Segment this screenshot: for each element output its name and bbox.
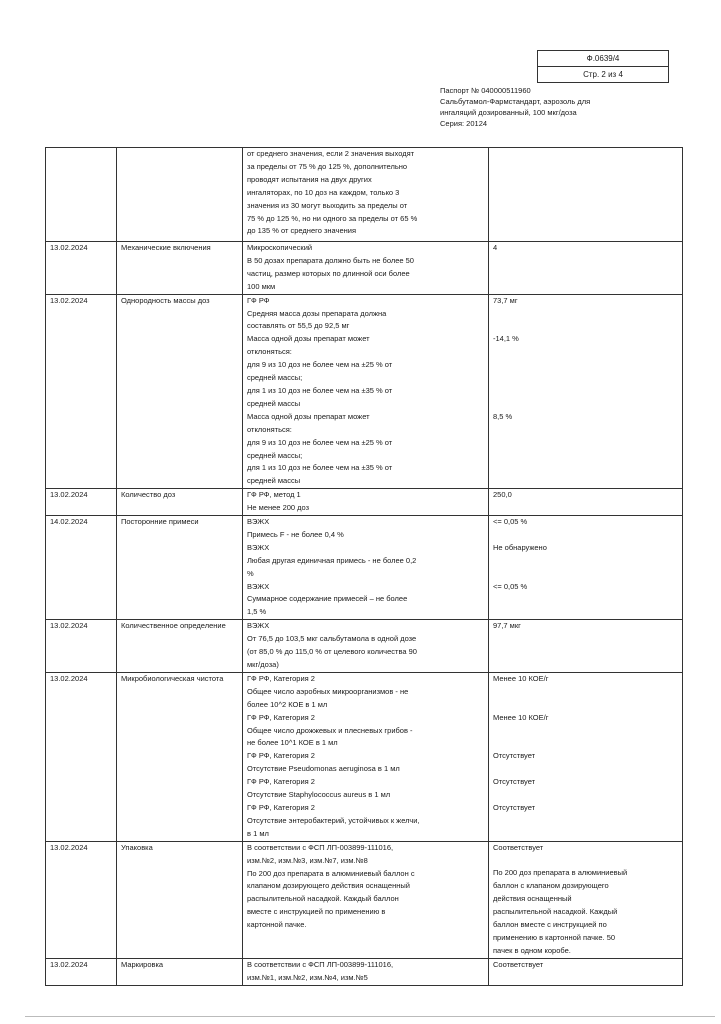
requirement-line: ВЭЖХ (247, 621, 270, 631)
requirement-line: средней массы; (247, 450, 303, 460)
requirement-cell (243, 148, 489, 242)
requirement-line: более 10^2 КОЕ в 1 мл (247, 699, 328, 709)
test-date: 13.02.2024 (46, 672, 117, 841)
requirement-line: ГФ РФ, Категория 2 (247, 777, 315, 787)
table-row (46, 958, 683, 985)
result-line: 8,5 % (493, 411, 513, 421)
requirement-line: изм.№1, изм.№2, изм.№4, изм.№5 (247, 972, 368, 982)
table-row (46, 672, 683, 841)
result-line (493, 699, 678, 712)
table-row (46, 841, 683, 958)
requirement-line: Микроскопический (247, 243, 313, 252)
requirement-line: за пределы от 75 % до 125 %, дополнительно (247, 161, 408, 171)
result-line: распылительной насадкой. Каждый (493, 907, 618, 917)
table-row (46, 148, 683, 242)
test-name (117, 148, 243, 242)
result-line (493, 737, 678, 750)
requirement-line: ГФ РФ, метод 1 (247, 490, 301, 500)
requirement-line: составлять от 55,5 до 92,5 мг (247, 321, 350, 331)
requirement-line: В соответствии с ФСП ЛП-003899-111016, (247, 842, 394, 852)
passport-number: Паспорт № 040000511960 (440, 86, 531, 95)
requirement-cell (243, 841, 489, 958)
requirement-line: ГФ РФ (247, 295, 270, 305)
result-line (493, 359, 678, 372)
test-results-table (45, 147, 683, 986)
requirement-cell (243, 620, 489, 673)
requirement-line: до 135 % от среднего значения (247, 226, 357, 236)
test-name: Упаковка (117, 841, 243, 958)
page-edge-line (25, 1016, 715, 1017)
requirement-line: Отсутствие Pseudomonas aeruginosa в 1 мл (247, 764, 400, 774)
requirement-line: Не менее 200 доз (247, 503, 310, 513)
test-date: 13.02.2024 (46, 958, 117, 985)
result-line: пачек в одном коробе. (493, 945, 571, 955)
product-name-line2: ингаляций дозированный, 100 мкг/доза (440, 108, 577, 117)
test-name: Однородность массы доз (117, 294, 243, 489)
requirement-line: средней массы (247, 476, 301, 486)
table-row (46, 516, 683, 620)
result-cell (489, 841, 683, 958)
requirement-line: ВЭЖХ (247, 517, 270, 527)
result-line (493, 725, 678, 738)
requirement-line: Масса одной дозы препарат может (247, 411, 370, 421)
requirement-cell (243, 294, 489, 489)
requirement-line: (от 85,0 % до 115,0 % от целевого количества 90 (247, 647, 417, 657)
requirement-line: 100 мкм (247, 281, 276, 291)
result-line (493, 308, 678, 321)
result-line: 4 (493, 243, 498, 252)
requirement-line: Отсутствие энтеробактерий, устойчивых к желчи, (247, 815, 420, 825)
result-line: Соответствует (493, 959, 544, 969)
requirement-line: для 1 из 10 доз не более чем на ±35 % от (247, 463, 393, 473)
product-name-line1: Сальбутамол-Фармстандарт, аэрозоль для (440, 97, 591, 106)
requirement-line: мкг/доза) (247, 660, 279, 669)
result-line: Отсутствует (493, 777, 536, 787)
result-line (493, 320, 678, 333)
requirement-line: распылительной насадкой. Каждый баллон (247, 894, 399, 904)
requirement-line: значения из 30 могут выходить за пределы от (247, 200, 408, 210)
requirement-line: отклоняться: (247, 347, 292, 357)
result-line: Менее 10 КОЕ/г (493, 673, 549, 683)
result-line (493, 398, 678, 411)
test-name: Маркировка (117, 958, 243, 985)
result-line (493, 372, 678, 385)
requirement-line: для 9 из 10 доз не более чем на ±25 % от (247, 360, 393, 370)
table-row (46, 242, 683, 295)
result-cell (489, 672, 683, 841)
result-cell (489, 620, 683, 673)
test-date: 13.02.2024 (46, 294, 117, 489)
requirement-line: По 200 доз препарата в алюминиевый баллон с (247, 868, 415, 878)
result-line (493, 763, 678, 776)
result-line: Менее 10 КОЕ/г (493, 712, 549, 722)
result-line: применению в картонной пачке. 50 (493, 933, 616, 943)
requirement-line: средней массы; (247, 373, 303, 383)
result-line (493, 855, 678, 868)
requirement-line: отклоняться: (247, 424, 292, 434)
result-line (493, 789, 678, 802)
requirement-line: В 50 дозах препарата должно быть не более 50 (247, 255, 414, 265)
requirement-line: средней массы (247, 398, 301, 408)
requirement-line: Примесь F - не более 0,4 % (247, 529, 344, 539)
result-cell (489, 294, 683, 489)
requirement-line: клапаном дозирующего действия оснащенный (247, 881, 410, 891)
table-row (46, 620, 683, 673)
result-cell (489, 489, 683, 516)
result-line (493, 568, 678, 581)
requirement-line: частиц, размер которых по длинной оси более (247, 268, 410, 278)
requirement-line: ингаляторах, по 10 доз на каждом, только 3 (247, 187, 400, 197)
result-line: <= 0,05 % (493, 517, 528, 527)
result-line: действия оснащенный (493, 894, 572, 904)
requirement-line: ГФ РФ, Категория 2 (247, 673, 315, 683)
test-name: Количественное определение (117, 620, 243, 673)
result-line: баллон с клапаном дозирующего (493, 881, 609, 891)
result-cell (489, 242, 683, 295)
form-code-box (537, 50, 669, 83)
test-date: 14.02.2024 (46, 516, 117, 620)
requirement-cell (243, 516, 489, 620)
result-cell (489, 516, 683, 620)
test-date: 13.02.2024 (46, 620, 117, 673)
document-header (440, 85, 705, 129)
table-row (46, 294, 683, 489)
result-line (493, 346, 678, 359)
requirement-line: ГФ РФ, Категория 2 (247, 712, 315, 722)
result-cell (489, 148, 683, 242)
result-line: Соответствует (493, 842, 544, 852)
result-line: 73,7 мг (493, 295, 518, 305)
result-line: 250,0 (493, 490, 512, 500)
test-name: Микробиологическая чистота (117, 672, 243, 841)
result-line: Отсутствует (493, 802, 536, 812)
requirement-line: 1,5 % (247, 607, 267, 617)
result-line: баллон вместе с инструкцией по (493, 920, 607, 930)
requirement-line: Общее число аэробных микроорганизмов - не (247, 686, 409, 696)
requirement-cell (243, 958, 489, 985)
result-line (493, 529, 678, 542)
test-name: Механические включения (117, 242, 243, 295)
requirement-line: для 9 из 10 доз не более чем на ±25 % от (247, 437, 393, 447)
result-line: Отсутствует (493, 751, 536, 761)
requirement-line: ВЭЖХ (247, 581, 270, 591)
requirement-line: % (247, 568, 254, 578)
requirement-line: изм.№2, изм.№3, изм.№7, изм.№8 (247, 855, 368, 865)
requirement-line: Средняя масса дозы препарата должна (247, 308, 387, 318)
requirement-line: ГФ РФ, Категория 2 (247, 802, 315, 812)
requirement-cell (243, 489, 489, 516)
requirement-line: В соответствии с ФСП ЛП-003899-111016, (247, 959, 394, 969)
requirement-cell (243, 242, 489, 295)
requirement-line: Общее число дрожжевых и плесневых грибов - (247, 725, 413, 735)
requirement-cell (243, 672, 489, 841)
result-line: 97,7 мкг (493, 621, 521, 631)
table-row (46, 489, 683, 516)
requirement-line: ГФ РФ, Категория 2 (247, 751, 315, 761)
requirement-line: От 76,5 до 103,5 мкг сальбутамола в одной дозе (247, 634, 417, 644)
requirement-line: в 1 мл (247, 828, 269, 838)
requirement-line: Масса одной дозы препарат может (247, 334, 370, 344)
test-date: 13.02.2024 (46, 841, 117, 958)
requirement-line: для 1 из 10 доз не более чем на ±35 % от (247, 385, 393, 395)
requirement-line: не более 10^1 КОЕ в 1 мл (247, 738, 338, 748)
requirement-line: Суммарное содержание примесей – не более (247, 594, 408, 604)
requirement-line: 75 % до 125 %, но ни одного за пределы от 65 % (247, 213, 418, 223)
result-cell (489, 958, 683, 985)
result-line (493, 686, 678, 699)
result-line (493, 385, 678, 398)
series-number: Серия: 20124 (440, 119, 488, 128)
requirement-line: картонной пачке. (247, 920, 307, 930)
result-line: -14,1 % (493, 334, 519, 344)
requirement-line: ВЭЖХ (247, 542, 270, 552)
result-line: <= 0,05 % (493, 581, 528, 591)
test-date (46, 148, 117, 242)
requirement-line: проводят испытания на двух других (247, 174, 372, 184)
form-code: Ф.0639/4 (586, 54, 620, 63)
page-number: Стр. 2 из 4 (538, 66, 668, 82)
test-date: 13.02.2024 (46, 242, 117, 295)
result-line (493, 555, 678, 568)
test-date: 13.02.2024 (46, 489, 117, 516)
result-line: По 200 доз препарата в алюминиевый (493, 868, 628, 878)
requirement-line: Любая другая единичная примесь - не более 0,2 (247, 555, 417, 565)
requirement-line: от среднего значения, если 2 значения выходят (247, 149, 415, 158)
test-name: Количество доз (117, 489, 243, 516)
requirement-line: вместе с инструкцией по применению в (247, 907, 386, 917)
test-name: Посторонние примеси (117, 516, 243, 620)
result-line: Не обнаружено (493, 542, 547, 552)
requirement-line: Отсутствие Staphylococcus aureus в 1 мл (247, 790, 391, 800)
